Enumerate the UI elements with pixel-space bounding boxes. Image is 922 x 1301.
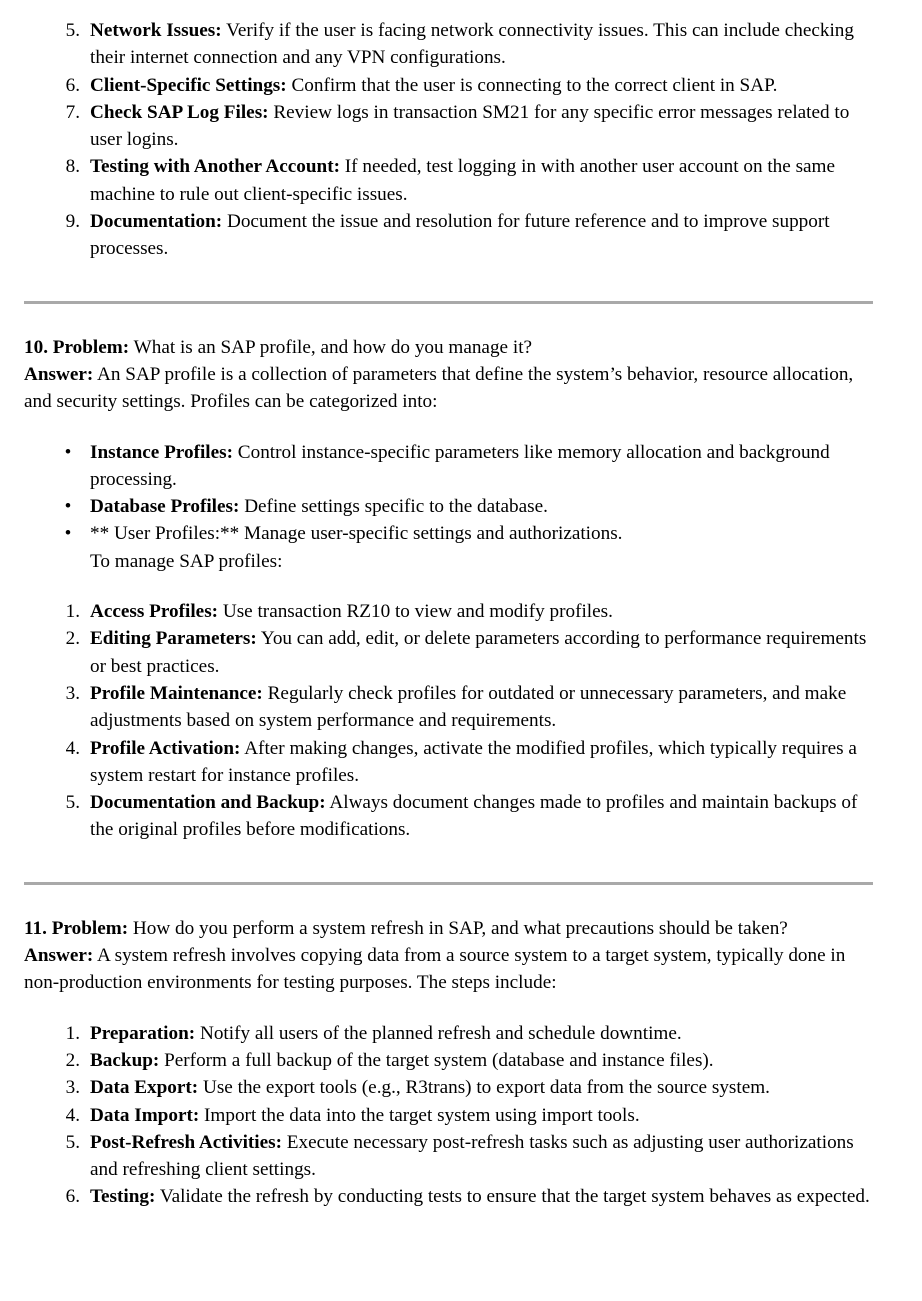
list-item-body: You can add, edit, or delete parameters according to performance requirements or best practices. xyxy=(90,628,867,677)
list-marker: 1. xyxy=(65,601,80,623)
list-item-body: Always document changes made to profiles and maintain backups of the original profiles before modifications. xyxy=(90,792,858,841)
list-item-body: Validate the refresh by conducting tests to ensure that the target system behaves as expected. xyxy=(159,1186,870,1208)
spacer xyxy=(24,575,873,598)
list-item-body: After making changes, activate the modified profiles, which typically requires a system restart for instance profiles. xyxy=(90,737,857,786)
list-item xyxy=(24,1020,873,1047)
list-marker: 6. xyxy=(65,1186,80,1208)
list-item-body: Import the data into the target system using import tools. xyxy=(204,1104,640,1126)
question-10-answer xyxy=(24,361,873,416)
list-item-title: Post-Refresh Activities: xyxy=(90,1131,282,1153)
list-marker: 5. xyxy=(65,1131,80,1153)
question-11-answer xyxy=(24,942,873,997)
list-item-body: Document the issue and resolution for future reference and to improve support processes. xyxy=(90,211,830,260)
list-item-body: Review logs in transaction SM21 for any specific error messages related to user logins. xyxy=(90,101,850,151)
list-item-body: Perform a full backup of the target system (database and instance files). xyxy=(164,1049,714,1071)
list-marker: 7. xyxy=(65,101,80,123)
list-item xyxy=(24,99,873,154)
list-marker: 2. xyxy=(65,1049,80,1071)
list-item xyxy=(24,439,873,494)
list-item-body: ** User Profiles:** Manage user-specific settings and authorizations. xyxy=(90,523,623,545)
bullet-icon: • xyxy=(64,441,72,463)
list-item-title: Data Export: xyxy=(90,1077,199,1099)
answer-label: Answer: xyxy=(24,945,94,967)
spacer xyxy=(24,304,873,334)
list-item-body: Use transaction RZ10 to view and modify profiles. xyxy=(222,601,613,623)
list-item-title: Profile Activation: xyxy=(90,737,241,759)
list-marker: 2. xyxy=(65,628,80,650)
list-marker: 5. xyxy=(65,792,80,814)
list-item-title: Check SAP Log Files: xyxy=(90,101,269,123)
list-item-title: Client-Specific Settings: xyxy=(90,74,287,96)
list-item xyxy=(24,1047,873,1074)
list-item xyxy=(24,493,873,520)
profile-types-list xyxy=(24,439,873,575)
question-10-problem xyxy=(24,334,873,361)
list-item xyxy=(24,735,873,790)
spacer xyxy=(24,997,873,1020)
list-item xyxy=(24,625,873,680)
list-item-title: Data Import: xyxy=(90,1104,200,1126)
list-marker: 3. xyxy=(65,682,80,704)
answer-label: Answer: xyxy=(24,363,94,385)
list-marker: 4. xyxy=(65,737,80,759)
list-item xyxy=(24,1129,873,1184)
spacer xyxy=(24,416,873,439)
list-item-title: Documentation and Backup: xyxy=(90,792,326,814)
list-item-body: Use the export tools (e.g., R3trans) to export data from the source system. xyxy=(202,1077,770,1099)
list-item-body: Control instance-specific parameters like memory allocation and background processing. xyxy=(90,441,830,490)
profile-management-steps-list xyxy=(24,598,873,844)
system-refresh-steps-list xyxy=(24,1020,873,1211)
problem-text: How do you perform a system refresh in SAP, and what precautions should be taken? xyxy=(132,917,788,939)
problem-text: What is an SAP profile, and how do you manage it? xyxy=(133,336,533,358)
question-11-problem xyxy=(24,915,873,942)
list-marker: 4. xyxy=(65,1104,80,1126)
list-item xyxy=(24,1183,873,1210)
answer-text: A system refresh involves copying data from a source system to a target system, typically done in non-production environments for testing purposes. The steps include: xyxy=(24,945,846,994)
list-item-title: Instance Profiles: xyxy=(90,441,233,463)
list-item xyxy=(24,680,873,735)
list-item xyxy=(24,153,873,208)
list-item xyxy=(24,789,873,844)
spacer xyxy=(24,263,873,301)
bullet-icon: • xyxy=(64,523,72,545)
problem-label: 11. Problem: xyxy=(24,917,129,939)
list-item xyxy=(24,1074,873,1101)
list-item-body: If needed, test logging in with another user account on the same machine to rule out client-specific issues. xyxy=(90,156,835,205)
list-item-title: Network Issues: xyxy=(90,20,222,41)
problem-label: 10. Problem: xyxy=(24,336,130,358)
list-marker: 1. xyxy=(65,1022,80,1044)
list-item-title: Editing Parameters: xyxy=(90,628,257,650)
list-item xyxy=(24,1102,873,1129)
list-marker: 8. xyxy=(65,156,80,178)
list-item-continuation: To manage SAP profiles: xyxy=(90,550,283,572)
list-item xyxy=(24,520,873,575)
list-item-title: Preparation: xyxy=(90,1022,196,1044)
list-item-title: Profile Maintenance: xyxy=(90,682,263,704)
answer-text: An SAP profile is a collection of parameters that define the system’s behavior, resource allocation, and security settings. Profiles can be categorized into: xyxy=(24,363,854,413)
list-item-title: Database Profiles: xyxy=(90,496,240,518)
list-item-body: Verify if the user is facing network connectivity issues. This can include checking their internet connection and any VPN configurations. xyxy=(90,20,854,69)
list-item-body: Regularly check profiles for outdated or unnecessary parameters, and make adjustments based on system performance and requirements. xyxy=(90,682,847,732)
list-item-body: Notify all users of the planned refresh and schedule downtime. xyxy=(199,1022,682,1044)
list-item xyxy=(24,208,873,263)
list-item-title: Access Profiles: xyxy=(90,601,219,623)
list-item xyxy=(24,17,873,72)
list-marker: 5. xyxy=(65,20,80,41)
list-marker: 9. xyxy=(65,211,80,233)
list-item-body: Execute necessary post-refresh tasks such as adjusting user authorizations and refreshing client settings. xyxy=(90,1131,854,1181)
list-item-title: Testing with Another Account: xyxy=(90,156,340,178)
list-item xyxy=(24,72,873,99)
list-marker: 3. xyxy=(65,1077,80,1099)
bullet-icon: • xyxy=(64,496,72,518)
list-item-title: Backup: xyxy=(90,1049,160,1071)
list-item-title: Testing: xyxy=(90,1186,156,1208)
spacer xyxy=(24,844,873,882)
list-item xyxy=(24,598,873,625)
list-item-title: Documentation: xyxy=(90,211,223,233)
spacer xyxy=(24,885,873,915)
list-item-body: Define settings specific to the database. xyxy=(244,496,548,518)
list-marker: 6. xyxy=(65,74,80,96)
list-item-body: Confirm that the user is connecting to the correct client in SAP. xyxy=(291,74,778,96)
troubleshooting-steps-list xyxy=(24,17,873,263)
